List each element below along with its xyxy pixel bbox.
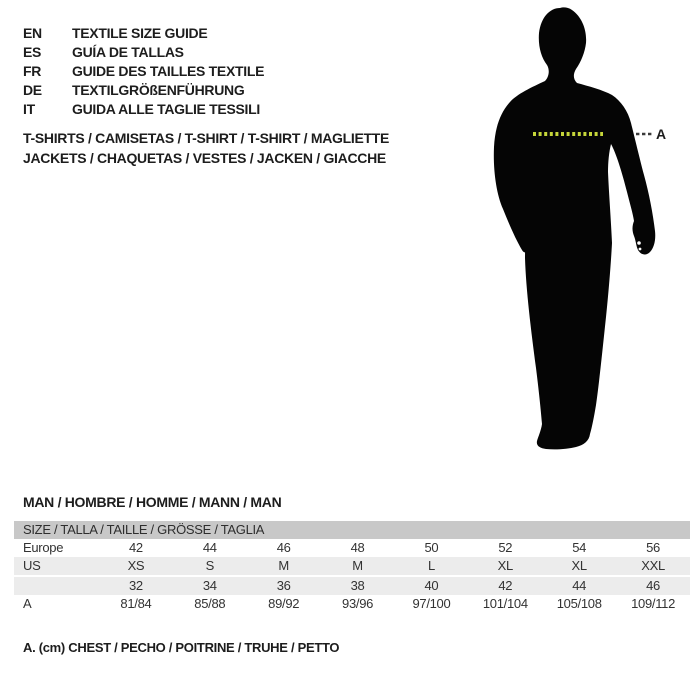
language-label: TEXTILGRÖßENFÜHRUNG — [72, 82, 245, 98]
size-figure — [460, 0, 700, 470]
size-cell: L — [427, 558, 435, 573]
man-silhouette — [494, 7, 655, 449]
size-cell: M — [278, 558, 289, 573]
language-code: EN — [23, 25, 42, 41]
size-cell: 50 — [424, 540, 439, 555]
size-cell: 52 — [498, 540, 513, 555]
size-cell: XL — [497, 558, 513, 573]
size-cell: XS — [127, 558, 145, 573]
row-label — [14, 577, 99, 595]
garment-categories — [23, 129, 389, 168]
row-label: US — [23, 558, 41, 573]
language-row — [23, 43, 264, 62]
size-table — [14, 521, 690, 613]
category-line-jackets: JACKETS / CHAQUETAS / VESTES / JACKEN / GIACCHE — [23, 149, 386, 166]
size-cell: 56 — [646, 540, 660, 555]
size-cell: 97/100 — [412, 596, 451, 611]
language-code: ES — [23, 44, 42, 60]
category-line-tshirts: T-SHIRTS / CAMISETAS / T-SHIRT / T-SHIRT / MAGLIETTE — [23, 130, 390, 146]
hand-highlight — [639, 248, 642, 251]
language-row — [23, 100, 264, 119]
table-row-us — [14, 557, 690, 575]
language-label: GUIDE DES TAILLES TEXTILE — [72, 63, 265, 79]
size-cell: XXL — [641, 558, 665, 573]
size-cell: 48 — [350, 540, 365, 555]
size-cell: 101/104 — [482, 596, 528, 611]
size-cell: 44 — [202, 540, 217, 555]
size-cell: 36 — [276, 578, 291, 593]
row-label: Europe — [23, 540, 64, 555]
language-list — [23, 24, 264, 119]
size-cell: 34 — [202, 578, 217, 593]
language-row — [23, 62, 264, 81]
size-cell: 109/112 — [631, 596, 676, 611]
size-cell: M — [352, 558, 363, 573]
language-code: FR — [23, 63, 42, 79]
size-cell: S — [205, 558, 214, 573]
size-cell: 44 — [572, 578, 587, 593]
size-cell: 81/84 — [120, 596, 152, 611]
size-cell: XL — [571, 558, 587, 573]
size-cell: 40 — [424, 578, 439, 593]
language-label: TEXTILE SIZE GUIDE — [72, 25, 208, 41]
table-row-chest — [14, 595, 690, 613]
language-row — [23, 81, 264, 100]
table-row-numeric — [14, 575, 690, 595]
size-cell: 42 — [498, 578, 513, 593]
footnote: A. (cm) CHEST / PECHO / POITRINE / TRUHE / PETTO — [23, 640, 340, 655]
size-cell: 54 — [572, 540, 587, 555]
size-cell: 46 — [276, 540, 291, 555]
size-cell: 32 — [129, 578, 143, 593]
language-code: DE — [23, 82, 42, 98]
size-cell: 105/108 — [556, 596, 602, 611]
size-cell: 38 — [350, 578, 365, 593]
size-cell: 93/96 — [342, 596, 374, 611]
language-label: GUÍA DE TALLAS — [72, 44, 184, 60]
hand-highlight — [637, 241, 641, 245]
language-row — [23, 24, 264, 43]
language-code: IT — [23, 101, 35, 117]
size-cell: 89/92 — [268, 596, 300, 611]
measure-label-a: A — [656, 126, 666, 142]
size-cell: 46 — [646, 578, 660, 593]
row-label: A — [23, 596, 32, 611]
language-label: GUIDA ALLE TAGLIE TESSILI — [72, 101, 260, 117]
table-row-europe — [14, 539, 690, 557]
size-cell: 42 — [129, 540, 143, 555]
size-table-header: SIZE / TALLA / TAILLE / GRÖSSE / TAGLIA — [14, 521, 690, 539]
size-cell: 85/88 — [194, 596, 226, 611]
section-title: MAN / HOMBRE / HOMME / MANN / MAN — [23, 494, 282, 510]
